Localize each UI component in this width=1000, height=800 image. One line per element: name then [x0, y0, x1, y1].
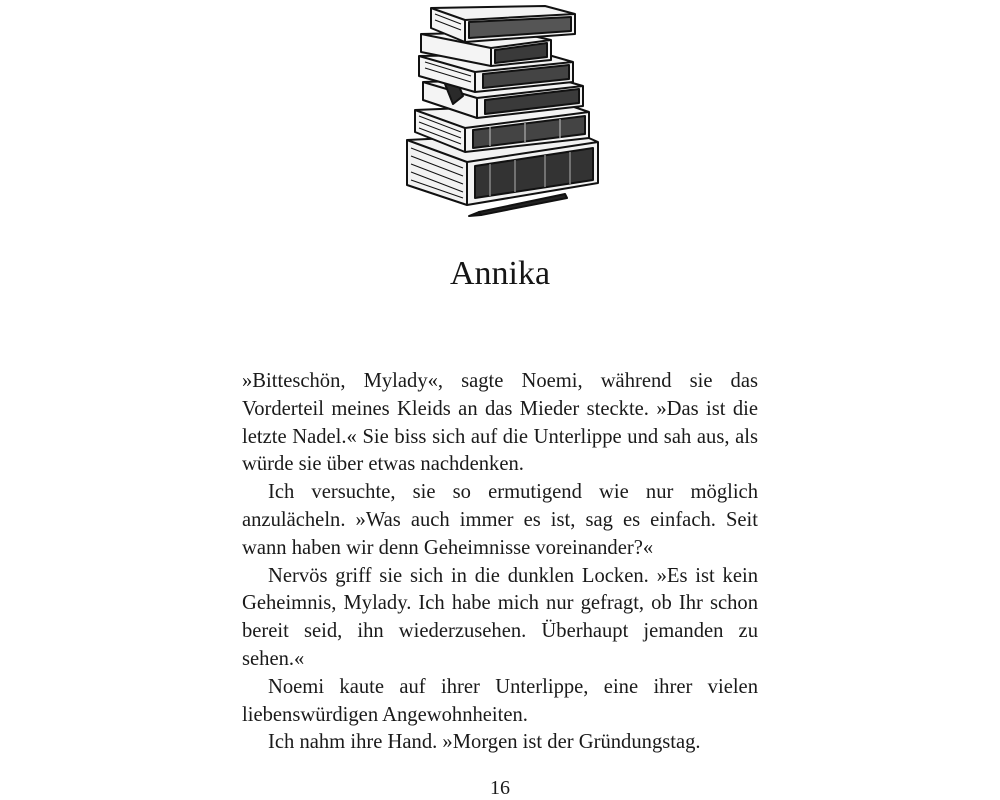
stack-of-books-with-fountain-pen-icon	[395, 0, 610, 218]
paragraph: »Bitteschön, Mylady«, sagte Noemi, während sie das Vorderteil meines Kleids an das Mieder steckte. »Das ist die letzte Nadel.« Sie biss sich auf die Unterlippe und sah aus, als würde sie über etwas nachdenken.	[242, 370, 758, 476]
paragraph: Noemi kaute auf ihrer Unterlippe, eine ihrer vielen liebenswürdigen Angewohnheiten.	[242, 675, 758, 726]
paragraph: Nervös griff sie sich in die dunklen Locken. »Es ist kein Geheimnis, Mylady. Ich habe mich nur gefragt, ob Ihr schon bereit seid, ihn wiederzusehen. Überhaupt jemanden zu sehen.«	[242, 564, 758, 670]
paragraph: Ich nahm ihre Hand. »Morgen ist der Gründungstag.	[268, 731, 701, 754]
page-number: 16	[490, 777, 510, 799]
chapter-title: Annika	[449, 255, 551, 292]
paragraph: Ich versuchte, sie so ermutigend wie nur möglich anzulächeln. »Was auch immer es ist, sag es einfach. Seit wann haben wir denn Geheimnisse voreinander?«	[242, 481, 758, 559]
body-text	[242, 368, 758, 757]
